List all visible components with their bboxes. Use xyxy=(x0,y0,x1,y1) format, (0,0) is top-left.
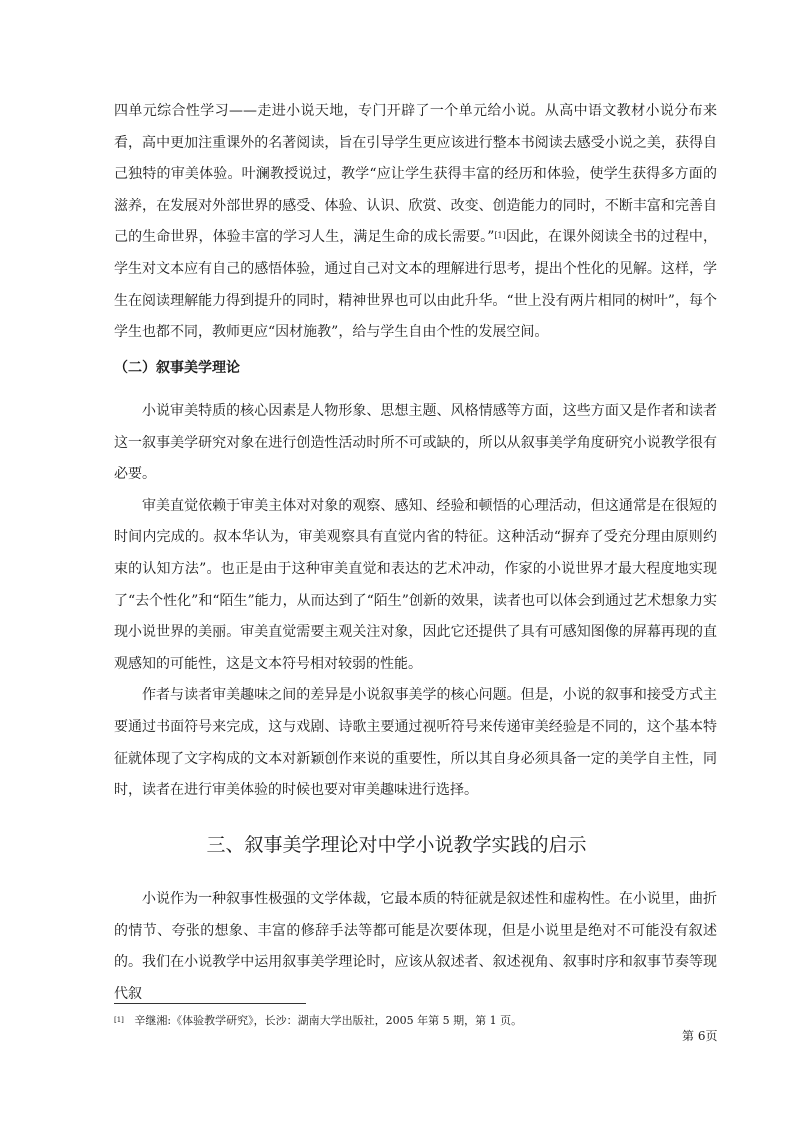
paragraph-continued xyxy=(114,96,717,349)
paragraph: 审美直觉依赖于审美主体对对象的观察、感知、经验和顿悟的心理活动，但这通常是在很短的时间内完成的。叔本华认为，审美观察具有直觉内省的特征。这种活动“摒弃了受充分理由原则约束的认知方法”。也正是由于这种审美直觉和表达的艺术冲动，作家的小说世界才最大程度地实现了“去个性化”和“陌生”能力，从而达到了“陌生”创新的效果，读者也可以体会到通过艺术想象力实现小说世界的美丽。审美直觉需要主观关注对象，因此它还提供了具有可感知图像的屏幕再现的直观感知的可能性，这是文本符号相对较弱的性能。 xyxy=(114,497,717,672)
footnote-marker: [1] xyxy=(114,1016,124,1024)
subsection-heading: （二）叙事美学理论 xyxy=(114,360,240,376)
paragraph-text: 四单元综合性学习——走进小说天地，专门开辟了一个单元给小说。从高中语文教材小说分布来看，高中更加注重课外的名著阅读，旨在引导学生更应该进行整本书阅读去感受小说之美，获得自己独特的审美体验。叶澜教授说过，教学“应让学生获得丰富的经历和体验，使学生获得多方面的滋养，在发展对外部世界的感受、体验、认识、欣赏、改变、创造能力的同时，不断丰富和完善自己的生命世界，体验丰富的学习人生，满足生命的成长需要。” xyxy=(114,103,717,246)
page-number: 第 6页 xyxy=(682,1029,718,1043)
paragraph: 小说作为一种叙事性极强的文学体裁，它最本质的特征就是叙述性和虚构性。在小说里，曲折的情节、夸张的想象、丰富的修辞手法等都可能是次要体现，但是小说里是绝对不可能没有叙述的。我们在小说教学中运用叙事美学理论时，应该从叙述者、叙述视角、叙事时序和叙事节奏等现代叙 xyxy=(114,891,717,1002)
text-block-3 xyxy=(114,884,717,1010)
footnote xyxy=(114,1012,522,1030)
section-title: 三、叙事美学理论对中学小说教学实践的启示 xyxy=(206,834,587,856)
text-block-2 xyxy=(114,396,717,807)
text-block-1 xyxy=(114,96,717,349)
footnote-separator xyxy=(114,1003,306,1004)
paragraph-text: 因此，在课外阅读全书的过程中，学生对文本应有自己的感悟体验，通过自己对文本的理解进行思考，提出个性化的见解。这样，学生在阅读理解能力得到提升的同时，精神世界也可以由此升华。“世上没有两片相同的树叶”，每个学生也都不同，教师更应“因材施教”，给与学生自由个性的发展空间。 xyxy=(114,229,717,341)
citation-marker[interactable]: [1] xyxy=(494,231,506,241)
footnote-text: 辛继湘:《体验教学研究》，长沙：湖南大学出版社，2005 年第 5 期，第 1 页。 xyxy=(134,1014,523,1027)
paragraph: 小说审美特质的核心因素是人物形象、思想主题、风格情感等方面，这些方面又是作者和读者这一叙事美学研究对象在进行创造性活动时所不可或缺的，所以从叙事美学角度研究小说教学很有必要。 xyxy=(114,403,717,483)
paragraph: 作者与读者审美趣味之间的差异是小说叙事美学的核心问题。但是，小说的叙事和接受方式主要通过书面符号来完成，这与戏剧、诗歌主要通过视听符号来传递审美经验是不同的，这个基本特征就体现了文字构成的文本对新颖创作来说的重要性，所以其自身必须具备一定的美学自主性，同时，读者在进行审美体验的时候也要对审美趣味进行选择。 xyxy=(114,687,717,799)
